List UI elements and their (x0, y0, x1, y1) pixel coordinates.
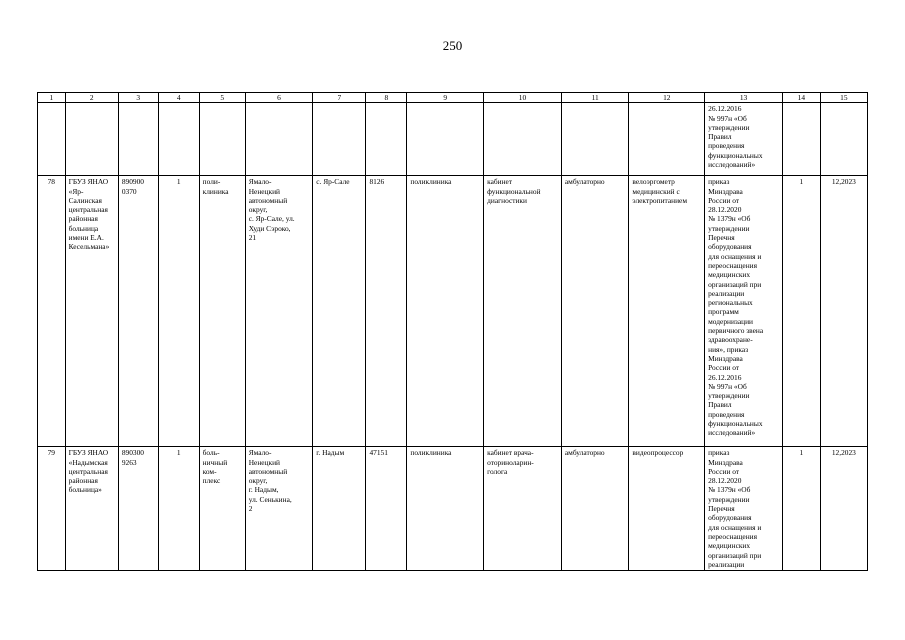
cell-line: Правил (708, 132, 732, 142)
cell-line: реализации (708, 559, 745, 569)
cell-line: г. Надым, (248, 485, 279, 495)
column-header: 7 (313, 93, 366, 103)
column-header: 12 (629, 93, 705, 103)
cell-legal-basis (705, 103, 783, 176)
cell-line: 12,2023 (831, 448, 856, 458)
cell-line: Ямало- (248, 448, 272, 458)
cell-legal-basis (705, 447, 783, 571)
cell-line: электропитанием (632, 195, 687, 205)
cell-line: Худи Сэроко, (248, 223, 291, 233)
cell-line: поликлиника (410, 448, 452, 458)
cell-line: функциональных (708, 150, 763, 160)
cell-line: № 997н «Об (708, 381, 747, 391)
cell-line: утверждении (708, 122, 750, 132)
column-header: 2 (65, 93, 118, 103)
cell-code (118, 103, 158, 176)
cell-line: Правил (708, 400, 732, 410)
cell-line: 1 (176, 177, 181, 187)
cell-line: Кесельмана» (68, 242, 110, 252)
cell-code (118, 176, 158, 447)
column-number-row (38, 93, 868, 103)
cell-line: велоэргометр (632, 177, 675, 187)
cell-line: ком- (202, 466, 217, 476)
cell-line: Перечня (708, 233, 735, 243)
cell-quantity (782, 103, 820, 176)
column-header: 1 (38, 93, 66, 103)
column-header: 15 (820, 93, 867, 103)
cell-line: Перечня (708, 504, 735, 514)
equipment-table (37, 92, 868, 571)
cell-line: 1 (799, 448, 804, 458)
cell-line: организаций при (708, 279, 762, 289)
cell-line: утверждении (708, 223, 750, 233)
cell-line: 1 (799, 177, 804, 187)
cell-line: с. Яр-Сале (316, 177, 350, 187)
cell-line: модернизации (708, 316, 753, 326)
cell-population (366, 447, 407, 571)
cell-count (158, 103, 199, 176)
cell-address (245, 176, 313, 447)
column-header: 3 (118, 93, 158, 103)
cell-line: проведения (708, 409, 745, 419)
cell-line: округ, (248, 476, 268, 486)
cell-equipment (629, 447, 705, 571)
cell-facility-type (199, 176, 245, 447)
cell-equipment (629, 176, 705, 447)
cell-quantity (782, 176, 820, 447)
cell-count (158, 176, 199, 447)
cell-line: проведения (708, 141, 745, 151)
cell-line: амбулаторно (564, 448, 605, 458)
cell-care-form (561, 103, 629, 176)
cell-facility-type (199, 447, 245, 571)
cell-line: функциональных (708, 419, 763, 429)
cell-line: организаций при (708, 550, 762, 560)
cell-line: районная (68, 214, 98, 224)
cell-line: первичного звена (708, 326, 764, 336)
cell-line: ничный (202, 457, 228, 467)
cell-line: № 1379н «Об (708, 485, 751, 495)
cell-line: для оснащения и (708, 522, 762, 532)
cell-line: Ненецкий (248, 186, 281, 196)
cell-line: программ (708, 307, 739, 317)
cell-row-number (38, 176, 66, 447)
cell-line: 0370 (121, 186, 137, 196)
cell-line: медицинский с (632, 186, 680, 196)
cell-line: поли- (202, 177, 221, 187)
cell-line: функциональной (487, 186, 541, 196)
cell-line: утверждении (708, 391, 750, 401)
cell-line: 1 (176, 448, 181, 458)
cell-line: больница» (68, 485, 102, 495)
cell-organization (65, 176, 118, 447)
cell-population (366, 103, 407, 176)
cell-line: клиника (202, 186, 229, 196)
cell-line: больница (68, 223, 99, 233)
cell-line: округ, (248, 205, 268, 215)
cell-locality (313, 103, 366, 176)
cell-line: кабинет врача- (487, 448, 534, 458)
cell-line: № 997н «Об (708, 113, 747, 123)
cell-line: 12,2023 (831, 177, 856, 187)
cell-legal-basis (705, 176, 783, 447)
cell-line: исследований» (708, 160, 756, 170)
cell-row-number (38, 103, 66, 176)
cell-line: поликлиника (410, 177, 452, 187)
cell-line: России от (708, 363, 740, 373)
cell-line: Минздрава (708, 457, 743, 467)
column-header: 10 (484, 93, 562, 103)
column-header: 9 (407, 93, 484, 103)
cell-line: кабинет (487, 177, 513, 187)
cell-address (245, 447, 313, 571)
cell-equipment (629, 103, 705, 176)
cell-line: Минздрава (708, 186, 743, 196)
cell-line: оториноларин- (487, 457, 534, 467)
cell-line: центральная (68, 466, 108, 476)
cell-line: исследований» (708, 428, 756, 438)
cell-deadline (820, 176, 867, 447)
column-header: 11 (561, 93, 629, 103)
cell-line: 28.12.2020 (708, 205, 742, 215)
cell-deadline (820, 103, 867, 176)
cell-line: оборудования (708, 513, 752, 523)
cell-line: 21 (248, 233, 257, 243)
cell-line: медицинских (708, 541, 751, 551)
cell-line: видеопроцессор (632, 448, 684, 458)
cell-line: 28.12.2020 (708, 476, 742, 486)
cell-line: ния», приказ (708, 344, 749, 354)
table-row (38, 103, 868, 176)
cell-code (118, 447, 158, 571)
cell-unit (407, 103, 484, 176)
cell-line: реализации (708, 288, 745, 298)
cell-line: 79 (47, 448, 55, 458)
cell-organization (65, 103, 118, 176)
cell-line: Ямало- (248, 177, 272, 187)
cell-line: 78 (47, 177, 55, 187)
cell-count (158, 447, 199, 571)
cell-line: приказ (708, 448, 730, 458)
table-row (38, 447, 868, 571)
cell-line: районная (68, 476, 98, 486)
cell-line: с. Яр-Сале, ул. (248, 214, 295, 224)
cell-line: 47151 (369, 448, 388, 458)
cell-room (484, 103, 562, 176)
cell-line: автономный (248, 466, 288, 476)
cell-line: плекс (202, 476, 221, 486)
cell-line: 890300 (121, 448, 144, 458)
cell-line: боль- (202, 448, 220, 458)
cell-line: Минздрава (708, 353, 743, 363)
cell-line: г. Надым (316, 448, 345, 458)
cell-locality (313, 176, 366, 447)
cell-room (484, 447, 562, 571)
cell-line: «Яр- (68, 186, 84, 196)
cell-line: ГБУЗ ЯНАО (68, 448, 109, 458)
page-number: 250 (442, 38, 463, 53)
cell-locality (313, 447, 366, 571)
cell-line: 8126 (369, 177, 385, 187)
cell-line: Ненецкий (248, 457, 281, 467)
cell-line: амбулаторно (564, 177, 605, 187)
cell-line: ГБУЗ ЯНАО (68, 177, 109, 187)
column-header: 6 (245, 93, 313, 103)
cell-line: России от (708, 195, 740, 205)
cell-unit (407, 176, 484, 447)
cell-line: переоснащения (708, 531, 758, 541)
cell-line: 26.12.2016 (708, 372, 742, 382)
table-row (38, 176, 868, 447)
cell-room (484, 176, 562, 447)
column-header: 14 (782, 93, 820, 103)
cell-organization (65, 447, 118, 571)
cell-line: № 1379н «Об (708, 214, 751, 224)
cell-line: имени Е.А. (68, 233, 104, 243)
cell-line: утверждении (708, 494, 750, 504)
cell-line: центральная (68, 205, 108, 215)
cell-line: 9263 (121, 457, 137, 467)
column-header: 5 (199, 93, 245, 103)
cell-line: ул. Сенькина, (248, 494, 292, 504)
cell-line: голога (487, 466, 508, 476)
cell-line: приказ (708, 177, 730, 187)
cell-population (366, 176, 407, 447)
cell-line: медицинских (708, 270, 751, 280)
column-header: 8 (366, 93, 407, 103)
cell-line: России от (708, 466, 740, 476)
cell-facility-type (199, 103, 245, 176)
cell-line: 890900 (121, 177, 144, 187)
column-header: 13 (705, 93, 783, 103)
cell-line: 26.12.2016 (708, 104, 742, 114)
cell-line: Салинская (68, 195, 102, 205)
cell-line: здравоохране- (708, 335, 753, 345)
cell-line: переоснащения (708, 260, 758, 270)
cell-line: «Надымская (68, 457, 108, 467)
cell-deadline (820, 447, 867, 571)
cell-line: для оснащения и (708, 251, 762, 261)
cell-quantity (782, 447, 820, 571)
column-header: 4 (158, 93, 199, 103)
cell-line: региональных (708, 298, 753, 308)
cell-unit (407, 447, 484, 571)
cell-care-form (561, 447, 629, 571)
cell-line: автономный (248, 195, 288, 205)
cell-line: 2 (248, 504, 253, 514)
cell-line: диагностики (487, 195, 527, 205)
cell-line: оборудования (708, 242, 752, 252)
cell-care-form (561, 176, 629, 447)
cell-address (245, 103, 313, 176)
cell-row-number (38, 447, 66, 571)
